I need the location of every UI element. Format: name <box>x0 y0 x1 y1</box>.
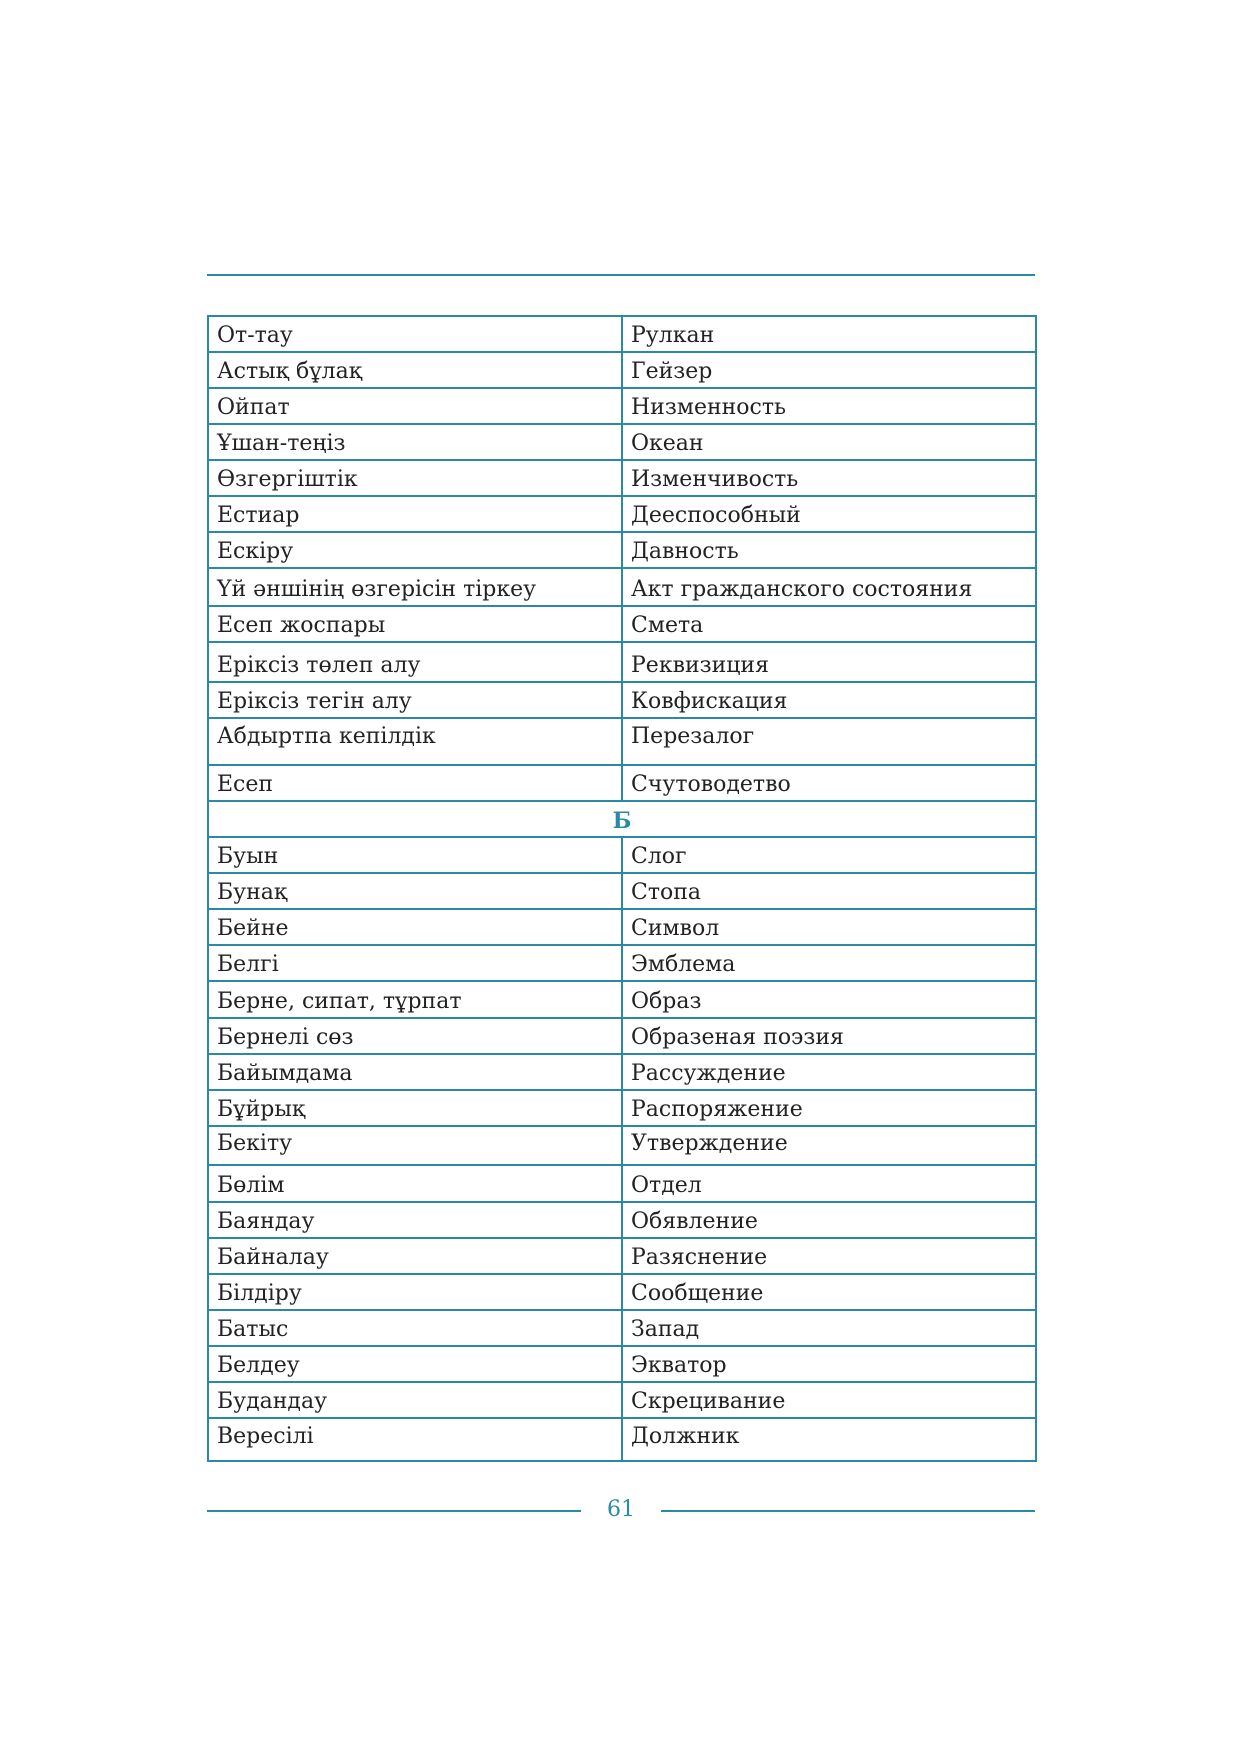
table-row <box>208 765 1036 801</box>
table-row <box>208 1202 1036 1238</box>
kazakh-term: Абдыртпа кепілдік <box>208 718 622 765</box>
table-row <box>208 873 1036 909</box>
footer-rule-right <box>661 1510 1035 1512</box>
kazakh-term: Естиар <box>208 496 622 532</box>
russian-term: Эмблема <box>622 945 1036 981</box>
kazakh-term: Үй әншінің өзгерісін тіркеу <box>208 568 622 606</box>
header-rule <box>207 274 1035 276</box>
russian-term: Акт гражданского состояния <box>622 568 1036 606</box>
kazakh-term: Ұшан-теңіз <box>208 424 622 460</box>
kazakh-term: Ескіру <box>208 532 622 568</box>
table-row <box>208 388 1036 424</box>
kazakh-term: Астық бұлақ <box>208 352 622 388</box>
table-row <box>208 1090 1036 1126</box>
russian-term: Образеная поэзия <box>622 1018 1036 1054</box>
kazakh-term: Бекіту <box>208 1126 622 1165</box>
kazakh-term: Бунақ <box>208 873 622 909</box>
kazakh-term: Еріксіз тегін алу <box>208 682 622 718</box>
section-heading-row <box>208 801 1036 837</box>
table-row <box>208 1382 1036 1418</box>
kazakh-term: Есеп <box>208 765 622 801</box>
russian-term: Слог <box>622 837 1036 873</box>
footer-rule-left <box>207 1510 581 1512</box>
russian-term: Дееспособный <box>622 496 1036 532</box>
kazakh-term: Батыс <box>208 1310 622 1346</box>
kazakh-term: Буын <box>208 837 622 873</box>
russian-term: Рассуждение <box>622 1054 1036 1090</box>
russian-term: Изменчивость <box>622 460 1036 496</box>
table-row <box>208 424 1036 460</box>
table-row <box>208 945 1036 981</box>
kazakh-term: Берне, сипат, тұрпат <box>208 981 622 1018</box>
table-row <box>208 1274 1036 1310</box>
russian-term: Должник <box>622 1418 1036 1461</box>
kazakh-term: Бұйрық <box>208 1090 622 1126</box>
russian-term: Ковфискация <box>622 682 1036 718</box>
kazakh-term: Өзгергіштік <box>208 460 622 496</box>
table-row <box>208 1054 1036 1090</box>
kazakh-term: Beресілі <box>208 1418 622 1461</box>
russian-term: Давность <box>622 532 1036 568</box>
kazakh-term: Еріксіз төлеп алу <box>208 642 622 682</box>
kazakh-term: Байналау <box>208 1238 622 1274</box>
russian-term: Утверждение <box>622 1126 1036 1165</box>
russian-term: Отдел <box>622 1165 1036 1202</box>
russian-term: Океан <box>622 424 1036 460</box>
russian-term: Разяснение <box>622 1238 1036 1274</box>
russian-term: Обявление <box>622 1202 1036 1238</box>
russian-term: Смета <box>622 606 1036 642</box>
table-row <box>208 606 1036 642</box>
page-number: 61 <box>607 1497 635 1522</box>
table-row <box>208 718 1036 765</box>
kazakh-term: Байымдама <box>208 1054 622 1090</box>
glossary-body <box>208 316 1036 1461</box>
russian-term: Экватор <box>622 1346 1036 1382</box>
kazakh-term: Білдіру <box>208 1274 622 1310</box>
table-row <box>208 642 1036 682</box>
kazakh-term: Бөлім <box>208 1165 622 1202</box>
kazakh-term: Бернелі сөз <box>208 1018 622 1054</box>
table-row <box>208 532 1036 568</box>
russian-term: Стопа <box>622 873 1036 909</box>
table-row <box>208 1346 1036 1382</box>
table-row <box>208 1018 1036 1054</box>
kazakh-term: От-тау <box>208 316 622 352</box>
kazakh-term: Белгі <box>208 945 622 981</box>
section-letter: Б <box>208 801 1036 837</box>
kazakh-term: Есеп жоспары <box>208 606 622 642</box>
glossary-table <box>207 315 1037 1462</box>
table-row <box>208 909 1036 945</box>
russian-term: Сообщение <box>622 1274 1036 1310</box>
table-row <box>208 1310 1036 1346</box>
kazakh-term: Бейне <box>208 909 622 945</box>
table-row <box>208 352 1036 388</box>
russian-term: Запад <box>622 1310 1036 1346</box>
table-row <box>208 1238 1036 1274</box>
table-row <box>208 460 1036 496</box>
russian-term: Символ <box>622 909 1036 945</box>
russian-term: Образ <box>622 981 1036 1018</box>
russian-term: Реквизиция <box>622 642 1036 682</box>
kazakh-term: Будандау <box>208 1382 622 1418</box>
russian-term: Перезалог <box>622 718 1036 765</box>
table-row <box>208 1165 1036 1202</box>
table-row <box>208 316 1036 352</box>
russian-term: Счутоводетво <box>622 765 1036 801</box>
table-row <box>208 496 1036 532</box>
russian-term: Скрецивание <box>622 1382 1036 1418</box>
table-row <box>208 682 1036 718</box>
table-row <box>208 981 1036 1018</box>
table-row <box>208 837 1036 873</box>
russian-term: Низменность <box>622 388 1036 424</box>
russian-term: Рулкан <box>622 316 1036 352</box>
kazakh-term: Белдеу <box>208 1346 622 1382</box>
table-row <box>208 1126 1036 1165</box>
russian-term: Гейзер <box>622 352 1036 388</box>
russian-term: Распоряжение <box>622 1090 1036 1126</box>
kazakh-term: Ойпат <box>208 388 622 424</box>
kazakh-term: Баяндау <box>208 1202 622 1238</box>
table-row <box>208 1418 1036 1461</box>
table-row <box>208 568 1036 606</box>
